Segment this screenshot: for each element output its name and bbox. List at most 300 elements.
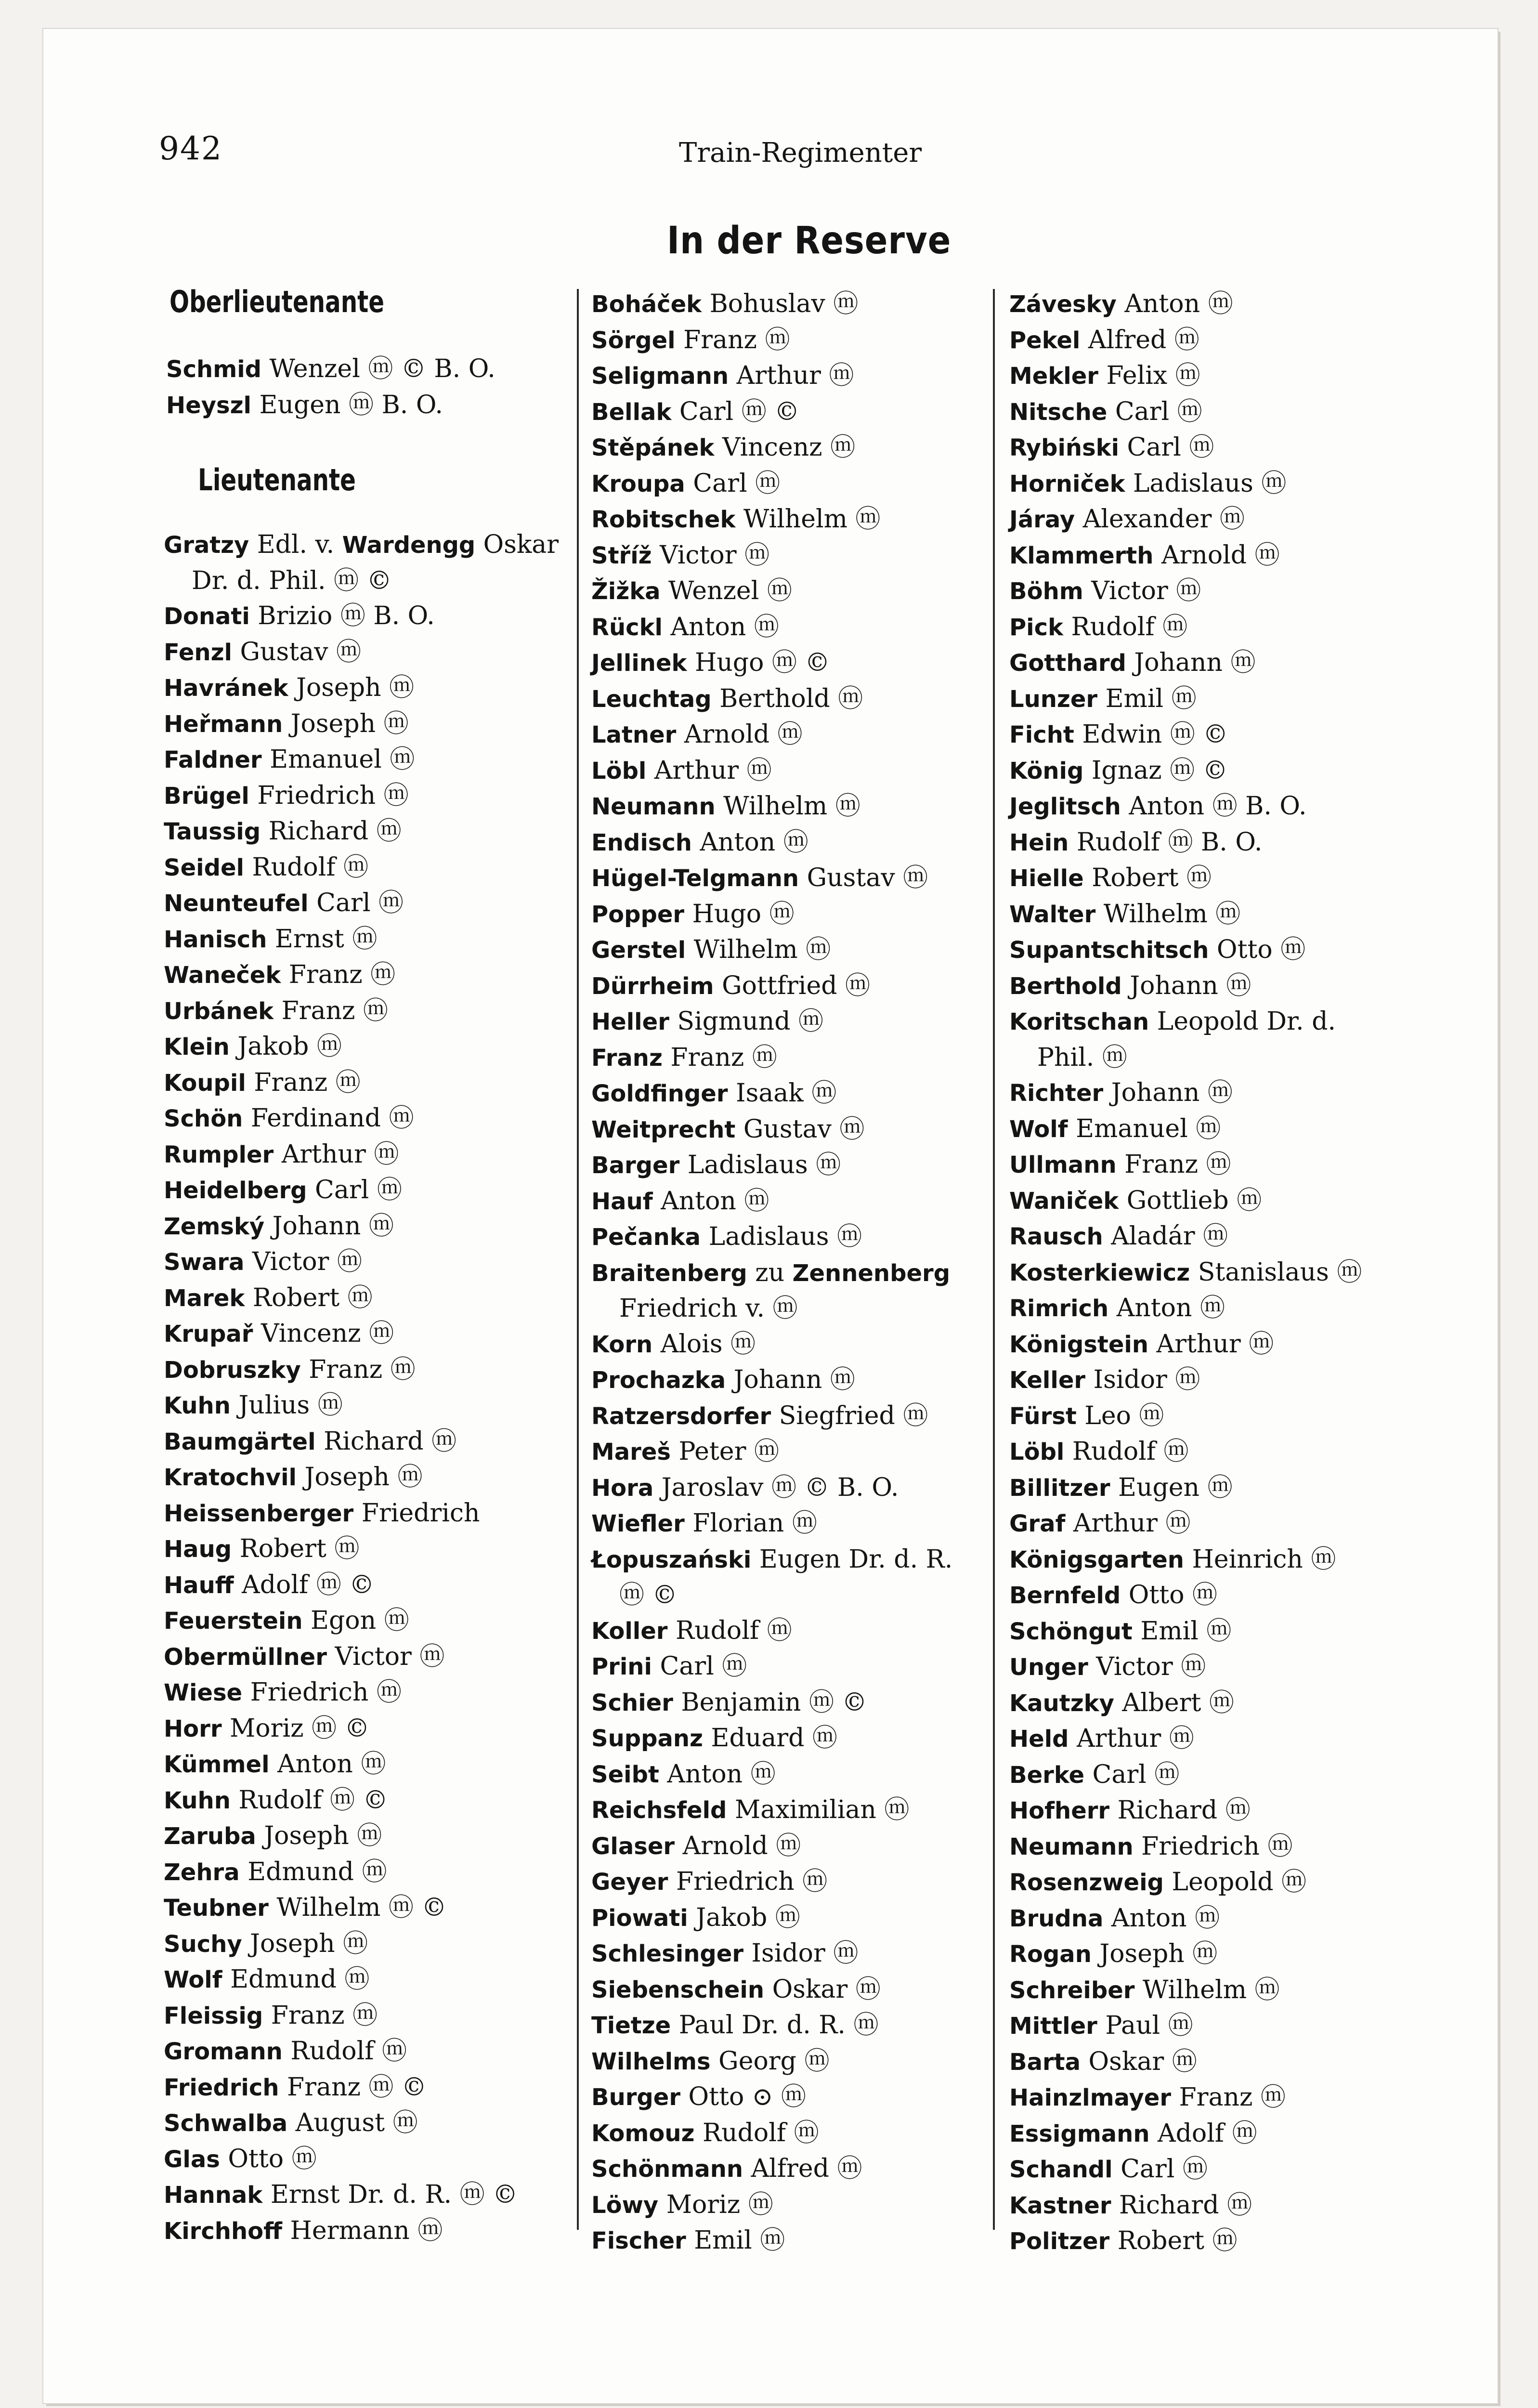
list-item: Hein Rudolf ⓜ B. O. [1009, 825, 1362, 861]
surname: Geyer [591, 1869, 668, 1896]
surname: Schönmann [591, 2156, 743, 2183]
surname: Held [1009, 1726, 1069, 1753]
list-item: Donati Brizio ⓜ B. O. [164, 599, 559, 635]
list-item: Rückl Anton ⓜ [591, 610, 952, 646]
surname: Wiese [164, 1679, 243, 1706]
surname: Łopuszański [591, 1546, 752, 1573]
surname: Waniček [1009, 1187, 1119, 1215]
surname: Obermüllner [164, 1643, 327, 1671]
surname: Schreiber [1009, 1976, 1135, 2004]
lieutenante-list [164, 527, 559, 2249]
surname: Koupil [164, 1069, 246, 1097]
surname: Swara [164, 1249, 245, 1276]
surname: Weitprecht [591, 1116, 736, 1143]
list-item: Nitsche Carl ⓜ [1009, 394, 1362, 431]
list-item: Marek Robert ⓜ [164, 1281, 559, 1317]
surname: Ficht [1009, 721, 1074, 748]
list-item: Krupař Vincenz ⓜ [164, 1316, 559, 1352]
surname: Brügel [164, 782, 249, 810]
list-item: Barta Oskar ⓜ [1009, 2044, 1362, 2081]
list-item: Kastner Richard ⓜ [1009, 2188, 1362, 2224]
surname: Kuhn [164, 1787, 231, 1814]
surname: Lunzer [1009, 685, 1098, 713]
surname: Koller [591, 1617, 668, 1645]
surname: Königstein [1009, 1331, 1149, 1358]
surname: Gotthard [1009, 650, 1126, 677]
list-item: Löbl Rudolf ⓜ [1009, 1434, 1362, 1470]
list-item: Walter Wilhelm ⓜ [1009, 897, 1362, 933]
list-item: Löwy Moriz ⓜ [591, 2187, 952, 2224]
surname: Fürst [1009, 1402, 1077, 1430]
surname: Hauf [591, 1188, 653, 1215]
list-item: Heller Sigmund ⓜ [591, 1004, 952, 1040]
surname: Waneček [164, 962, 281, 989]
surname: Pekel [1009, 327, 1081, 354]
surname: Heřmann [164, 710, 283, 738]
list-item: Heyszl Eugen ⓜ B. O. [166, 388, 495, 424]
list-item: Wiese Friedrich ⓜ [164, 1675, 559, 1711]
list-item: Schlesinger Isidor ⓜ [591, 1936, 952, 1972]
list-item: Sörgel Franz ⓜ [591, 323, 952, 359]
list-item: Heřmann Joseph ⓜ [164, 707, 559, 743]
surname: Jeglitsch [1009, 793, 1121, 820]
list-item: Schreiber Wilhelm ⓜ [1009, 1973, 1362, 2009]
surname: Hannak [164, 2182, 263, 2209]
list-item: Urbánek Franz ⓜ [164, 994, 559, 1030]
list-item: Gratzy Edl. v. Wardengg Oskar [164, 530, 559, 559]
surname: Richter [1009, 1080, 1104, 1107]
surname: Schmid [166, 356, 262, 383]
surname: Mekler [1009, 363, 1098, 390]
list-item: Horniček Ladislaus ⓜ [1009, 466, 1362, 502]
list-item: Járay Alexander ⓜ [1009, 502, 1362, 538]
surname: Suppanz [591, 1725, 703, 1752]
surname: Stěpánek [591, 434, 715, 461]
list-item: Žižka Wenzel ⓜ [591, 574, 952, 610]
surname: Klammerth [1009, 542, 1154, 569]
surname: Leuchtag [591, 685, 712, 713]
surname: Haug [164, 1536, 232, 1563]
list-item: Seidel Rudolf ⓜ [164, 850, 559, 886]
list-item: Brudna Anton ⓜ [1009, 1901, 1362, 1937]
list-item: Mekler Felix ⓜ [1009, 358, 1362, 394]
surname: Böhm [1009, 578, 1083, 605]
list-item: Schöngut Emil ⓜ [1009, 1614, 1362, 1650]
list-item: Phil. ⓜ [1037, 1043, 1127, 1072]
list-item: Geyer Friedrich ⓜ [591, 1864, 952, 1900]
list-item: Seibt Anton ⓜ [591, 1757, 952, 1793]
surname: Fenzl [164, 639, 232, 666]
surname: Wilhelms [591, 2048, 711, 2075]
surname: Jellinek [591, 650, 687, 677]
list-item: Hielle Robert ⓜ [1009, 861, 1362, 897]
surname: Fischer [591, 2227, 686, 2254]
surname: Feuerstein [164, 1608, 303, 1635]
list-item: Schmid Wenzel ⓜ © B. O. [166, 352, 495, 388]
surname: Endisch [591, 829, 692, 856]
list-item: Ullmann Franz ⓜ [1009, 1147, 1362, 1183]
list-item: Latner Arnold ⓜ [591, 717, 952, 753]
list-item: Tietze Paul Dr. d. R. ⓜ [591, 2008, 952, 2044]
list-item: Dr. d. Phil. ⓜ © [192, 566, 392, 595]
list-item: Barger Ladislaus ⓜ [591, 1148, 952, 1184]
list-item: Held Arthur ⓜ [1009, 1721, 1362, 1757]
surname: Wolf [164, 1966, 222, 1993]
surname: Barta [1009, 2048, 1081, 2076]
list-item: Koritschan Leopold Dr. d. [1009, 1004, 1362, 1040]
list-item: Neumann Friedrich ⓜ [1009, 1829, 1362, 1865]
list-item: Koller Rudolf ⓜ [591, 1613, 952, 1649]
surname: Kümmel [164, 1751, 270, 1778]
surname: Ullmann [1009, 1152, 1117, 1178]
list-item: Hofherr Richard ⓜ [1009, 1793, 1362, 1829]
surname: Prochazka [591, 1367, 726, 1394]
surname: Horr [164, 1715, 222, 1742]
list-item: Kroupa Carl ⓜ [591, 466, 952, 502]
list-item: Jeglitsch Anton ⓜ B. O. [1009, 789, 1362, 825]
list-item: König Ignaz ⓜ © [1009, 753, 1362, 789]
list-item: ⓜ © [619, 1581, 678, 1610]
oberlieutenante-heading: Oberlieutenante [169, 284, 385, 319]
list-item: Hanisch Ernst ⓜ [164, 922, 559, 958]
surname: Kroupa [591, 470, 685, 497]
surname: Löbl [591, 757, 647, 785]
list-item: Faldner Emanuel ⓜ [164, 742, 559, 778]
list-item: Gromann Rudolf ⓜ [164, 2034, 559, 2070]
list-item: Stříž Victor ⓜ [591, 538, 952, 574]
list-item: Rausch Aladár ⓜ [1009, 1219, 1362, 1255]
list-item: Bellak Carl ⓜ © [591, 394, 952, 431]
surname: Billitzer [1009, 1474, 1110, 1502]
surname: Schier [591, 1689, 673, 1716]
list-item: Popper Hugo ⓜ [591, 897, 952, 933]
list-item: Rimrich Anton ⓜ [1009, 1291, 1362, 1327]
surname: Pečanka [591, 1224, 701, 1251]
column-divider-right [993, 289, 995, 2230]
reserve-list-right [1009, 287, 1362, 2260]
list-item: Siebenschein Oskar ⓜ [591, 1972, 952, 2008]
list-item: Zaruba Joseph ⓜ [164, 1819, 559, 1855]
list-item: Wilhelms Georg ⓜ [591, 2044, 952, 2080]
list-item: Dobruszky Franz ⓜ [164, 1352, 559, 1388]
list-item: Baumgärtel Richard ⓜ [164, 1424, 559, 1460]
surname: Stříž [591, 542, 652, 569]
list-item: Weitprecht Gustav ⓜ [591, 1112, 952, 1148]
list-item: Stěpánek Vincenz ⓜ [591, 430, 952, 466]
list-item: Mittler Paul ⓜ [1009, 2008, 1362, 2044]
list-item: Kirchhoff Hermann ⓜ [164, 2213, 559, 2250]
list-item: Mareš Peter ⓜ [591, 1434, 952, 1470]
surname: Politzer [1009, 2228, 1110, 2255]
surname: Urbánek [164, 997, 274, 1025]
list-item: Keller Isidor ⓜ [1009, 1362, 1362, 1399]
list-item: Pekel Alfred ⓜ [1009, 323, 1362, 359]
list-item: Politzer Robert ⓜ [1009, 2224, 1362, 2260]
surname: Suchy [164, 1930, 242, 1958]
surname: Unger [1009, 1654, 1088, 1681]
list-item: Leuchtag Berthold ⓜ [591, 681, 952, 718]
surname: Neunteufel [164, 890, 309, 917]
list-item: Böhm Victor ⓜ [1009, 574, 1362, 610]
surname: Seibt [591, 1761, 659, 1788]
list-item: Korn Alois ⓜ [591, 1327, 952, 1363]
list-item: Suppanz Eduard ⓜ [591, 1721, 952, 1757]
list-item: Kuhn Julius ⓜ [164, 1388, 559, 1424]
list-item: Schönmann Alfred ⓜ [591, 2151, 952, 2187]
list-item: Supantschitsch Otto ⓜ [1009, 932, 1362, 968]
list-item: Wolf Edmund ⓜ [164, 1962, 559, 1998]
surname: Seligmann [591, 363, 729, 390]
list-item: Wolf Emanuel ⓜ [1009, 1112, 1362, 1148]
surname: Schön [164, 1105, 243, 1132]
list-item: Friedrich v. ⓜ [619, 1294, 798, 1323]
surname: Gromann [164, 2038, 283, 2065]
surname: Rogan [1009, 1941, 1092, 1968]
list-item: Swara Victor ⓜ [164, 1244, 559, 1281]
column-divider-left [577, 289, 579, 2230]
list-item: Schandl Carl ⓜ [1009, 2152, 1362, 2188]
surname: Dürrheim [591, 972, 714, 1000]
list-item: Robitschek Wilhelm ⓜ [591, 502, 952, 538]
surname: Wiefler [591, 1510, 685, 1537]
list-item: Heidelberg Carl ⓜ [164, 1173, 559, 1209]
surname: Reichsfeld [591, 1797, 727, 1824]
surname: Tietze [591, 2012, 671, 2039]
running-title: Train-Regimenter [679, 137, 922, 169]
surname: Havránek [164, 675, 288, 702]
surname: Marek [164, 1284, 245, 1312]
surname: Závesky [1009, 291, 1117, 318]
surname: Pick [1009, 614, 1064, 641]
list-item: Hauf Anton ⓜ [591, 1184, 952, 1220]
list-item: Pick Rudolf ⓜ [1009, 610, 1362, 646]
list-item: Rumpler Arthur ⓜ [164, 1137, 559, 1173]
surname: Rimrich [1009, 1295, 1109, 1322]
list-item: Waniček Gottlieb ⓜ [1009, 1183, 1362, 1219]
surname: Bellak [591, 398, 672, 426]
list-item: Richter Johann ⓜ [1009, 1075, 1362, 1112]
surname: Berke [1009, 1761, 1084, 1789]
surname: Wolf [1009, 1115, 1068, 1143]
surname: Kuhn [164, 1392, 231, 1419]
surname: Kosterkiewicz [1009, 1259, 1190, 1286]
surname: Goldfinger [591, 1080, 728, 1107]
list-item: Rogan Joseph ⓜ [1009, 1937, 1362, 1973]
surname: Robitschek [591, 506, 736, 533]
list-item: Łopuszański Eugen Dr. d. R. [591, 1542, 952, 1578]
list-item: Fürst Leo ⓜ [1009, 1399, 1362, 1435]
surname: Heller [591, 1008, 669, 1035]
surname: Schwalba [164, 2110, 288, 2137]
list-item: Zehra Edmund ⓜ [164, 1855, 559, 1891]
surname: Siebenschein [591, 1976, 765, 2003]
surname: Taussig [164, 818, 261, 845]
surname: Essigmann [1009, 2120, 1150, 2147]
list-item: Rosenzweig Leopold ⓜ [1009, 1865, 1362, 1901]
surname: Prini [591, 1653, 652, 1680]
list-item: Kosterkiewicz Stanislaus ⓜ [1009, 1255, 1362, 1291]
surname: Neumann [591, 793, 716, 820]
list-item: Fleissig Franz ⓜ [164, 1998, 559, 2034]
surname: Krupař [164, 1321, 253, 1348]
surname: Kirchhoff [164, 2217, 282, 2245]
list-item: Lunzer Emil ⓜ [1009, 681, 1362, 718]
list-item: Brügel Friedrich ⓜ [164, 778, 559, 814]
surname: Járay [1009, 506, 1075, 533]
list-item: Heissenberger Friedrich [164, 1496, 559, 1532]
surname: Sörgel [591, 327, 676, 354]
page-number: 942 [159, 130, 222, 167]
surname: Löbl [1009, 1439, 1065, 1466]
surname: Graf [1009, 1510, 1066, 1537]
list-item: Seligmann Arthur ⓜ [591, 358, 952, 394]
list-item: Komouz Rudolf ⓜ [591, 2116, 952, 2152]
list-item: Neumann Wilhelm ⓜ [591, 789, 952, 825]
surname: Hielle [1009, 865, 1084, 892]
list-item: Schwalba August ⓜ [164, 2106, 559, 2142]
surname: Donati [164, 603, 250, 630]
surname: Hein [1009, 829, 1069, 856]
surname: Ratzersdorfer [591, 1402, 771, 1430]
list-item: Hügel-Telgmann Gustav ⓜ [591, 861, 952, 897]
list-item: Fenzl Gustav ⓜ [164, 635, 559, 671]
surname: Glaser [591, 1832, 675, 1860]
list-item: Schier Benjamin ⓜ © [591, 1685, 952, 1721]
list-item: Havránek Joseph ⓜ [164, 670, 559, 707]
surname: Gerstel [591, 937, 686, 964]
surname: Heissenberger [164, 1500, 354, 1527]
list-item: Prochazka Johann ⓜ [591, 1362, 952, 1399]
surname: Berthold [1009, 972, 1122, 1000]
surname: Faldner [164, 746, 262, 773]
surname: Keller [1009, 1367, 1086, 1394]
list-item: Unger Victor ⓜ [1009, 1649, 1362, 1686]
list-item: Haug Robert ⓜ [164, 1531, 559, 1568]
list-item: Horr Moriz ⓜ © [164, 1711, 559, 1747]
list-item: Schön Ferdinand ⓜ [164, 1101, 559, 1137]
surname: Zemský [164, 1213, 265, 1240]
surname: Hofherr [1009, 1797, 1110, 1824]
surname: Heidelberg [164, 1177, 307, 1204]
list-item: Graf Arthur ⓜ [1009, 1506, 1362, 1542]
list-item: Kuhn Rudolf ⓜ © [164, 1783, 559, 1819]
list-item: Fischer Emil ⓜ [591, 2223, 952, 2259]
surname: Neumann [1009, 1833, 1134, 1860]
list-item: Boháček Bohuslav ⓜ [591, 287, 952, 323]
list-item: Wiefler Florian ⓜ [591, 1506, 952, 1542]
list-item: Hora Jaroslav ⓜ © B. O. [591, 1470, 952, 1506]
list-item: Reichsfeld Maximilian ⓜ [591, 1793, 952, 1829]
list-item: Franz Franz ⓜ [591, 1040, 952, 1076]
list-item: Gerstel Wilhelm ⓜ [591, 932, 952, 968]
surname: Bernfeld [1009, 1582, 1121, 1609]
list-item: Berthold Johann ⓜ [1009, 968, 1362, 1005]
surname: Supantschitsch [1009, 937, 1209, 964]
surname: Fleissig [164, 2002, 263, 2029]
list-item: Bernfeld Otto ⓜ [1009, 1578, 1362, 1614]
list-item: Prini Carl ⓜ [591, 1649, 952, 1685]
surname: Brudna [1009, 1905, 1104, 1932]
list-item: Rybiński Carl ⓜ [1009, 430, 1362, 466]
surname: Korn [591, 1331, 653, 1358]
surname: Nitsche [1009, 398, 1108, 426]
list-item: Klein Jakob ⓜ [164, 1029, 559, 1065]
surname: Hanisch [164, 926, 267, 953]
list-item: Glas Otto ⓜ [164, 2142, 559, 2178]
surname: Dobruszky [164, 1356, 301, 1384]
list-item: Kümmel Anton ⓜ [164, 1747, 559, 1783]
list-item: Obermüllner Victor ⓜ [164, 1639, 559, 1675]
surname: Rosenzweig [1009, 1869, 1164, 1896]
lieutenante-heading: Lieutenante [198, 462, 356, 497]
surname: Rückl [591, 614, 663, 641]
surname: Schlesinger [591, 1940, 743, 1967]
list-item: Kautzky Albert ⓜ [1009, 1686, 1362, 1722]
surname: Schöngut [1009, 1618, 1133, 1645]
list-item: Hainzlmayer Franz ⓜ [1009, 2080, 1362, 2116]
surname: Mittler [1009, 2013, 1097, 2040]
surname: Baumgärtel [164, 1428, 316, 1455]
surname: Hügel-Telgmann [591, 865, 799, 892]
list-item: Teubner Wilhelm ⓜ © [164, 1890, 559, 1926]
list-item: Pečanka Ladislaus ⓜ [591, 1219, 952, 1256]
surname: Rumpler [164, 1141, 274, 1168]
list-item: Billitzer Eugen ⓜ [1009, 1470, 1362, 1506]
list-item: Feuerstein Egon ⓜ [164, 1603, 559, 1639]
list-item: Goldfinger Isaak ⓜ [591, 1076, 952, 1112]
reserve-list-middle [591, 287, 952, 2259]
surname: Zaruba [164, 1823, 256, 1850]
list-item: Königsgarten Heinrich ⓜ [1009, 1542, 1362, 1578]
surname: Königsgarten [1009, 1546, 1184, 1573]
list-item: Braitenberg zu Zennenberg [591, 1258, 951, 1287]
surname: Rausch [1009, 1223, 1103, 1250]
surname: Komouz [591, 2120, 695, 2147]
surname: Hora [591, 1474, 654, 1502]
list-item: Berke Carl ⓜ [1009, 1757, 1362, 1793]
list-item: Zemský Johann ⓜ [164, 1209, 559, 1245]
list-item: Koupil Franz ⓜ [164, 1065, 559, 1101]
surname: Žižka [591, 578, 661, 605]
surname: Koritschan [1009, 1008, 1149, 1035]
surname: Barger [591, 1152, 680, 1179]
list-item: Neunteufel Carl ⓜ [164, 886, 559, 922]
surname: Franz [591, 1044, 663, 1072]
list-item: Friedrich Franz ⓜ © [164, 2070, 559, 2106]
surname: Klein [164, 1034, 230, 1060]
surname: Boháček [591, 291, 702, 318]
surname: König [1009, 757, 1084, 785]
list-item: Ratzersdorfer Siegfried ⓜ [591, 1399, 952, 1435]
list-item: Hannak Ernst Dr. d. R. ⓜ © [164, 2177, 559, 2213]
list-item: Glaser Arnold ⓜ [591, 1829, 952, 1865]
list-item: Suchy Joseph ⓜ [164, 1926, 559, 1963]
surname: Glas [164, 2146, 220, 2173]
surname: Seidel [164, 854, 244, 881]
list-item: Königstein Arthur ⓜ [1009, 1327, 1362, 1363]
surname: Friedrich [164, 2074, 279, 2101]
list-item: Dürrheim Gottfried ⓜ [591, 968, 952, 1005]
surname: Mareš [591, 1439, 671, 1466]
surname: Piowati [591, 1904, 688, 1932]
list-item: Hauff Adolf ⓜ © [164, 1568, 559, 1604]
oberlieutenante-list [166, 352, 495, 423]
surname: Teubner [164, 1895, 269, 1922]
list-item: Essigmann Adolf ⓜ [1009, 2116, 1362, 2152]
list-item: Klammerth Arnold ⓜ [1009, 538, 1362, 574]
list-item: Endisch Anton ⓜ [591, 825, 952, 861]
list-item: Jellinek Hugo ⓜ © [591, 645, 952, 681]
